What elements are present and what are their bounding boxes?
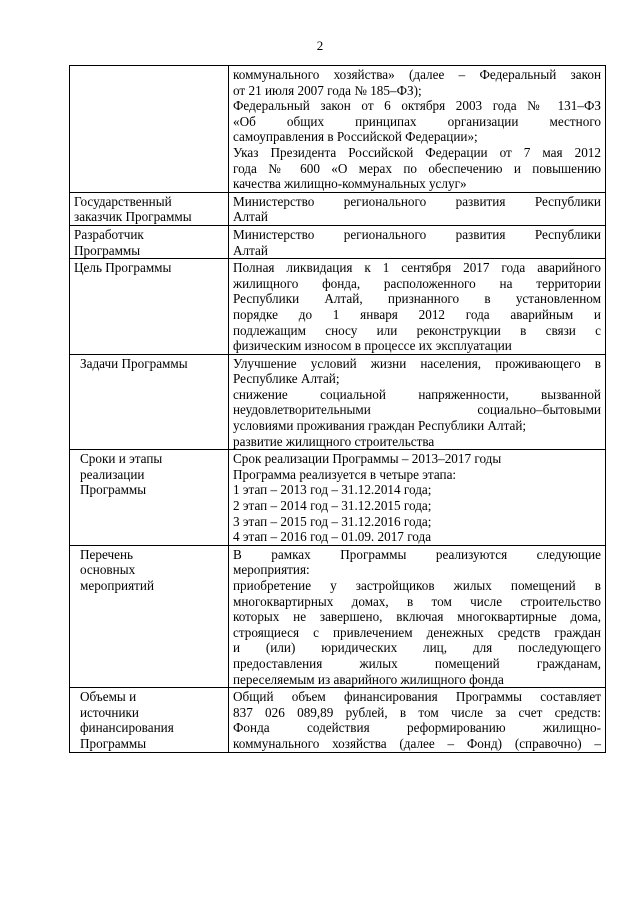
row-content-line: порядке до 1 января 2012 года аварийным и (233, 306, 601, 322)
row-label-line: финансирования (80, 720, 174, 736)
row-content-cell (229, 66, 606, 193)
row-label-cell (70, 545, 229, 687)
row-content-cell (229, 688, 606, 752)
row-label-cell (70, 259, 229, 355)
row-label-line: Цель Программы (74, 260, 172, 276)
table-row (70, 192, 606, 225)
table-row (70, 225, 606, 258)
row-content-line: В рамках Программы реализуются следующие (233, 546, 601, 562)
row-content-line: Общий объем финансирования Программы составляет (233, 689, 601, 705)
page-number: 2 (316, 38, 324, 53)
row-content-cell (229, 354, 606, 450)
row-content-line: Федеральный закон от 6 октября 2003 года № 131–ФЗ (233, 98, 601, 114)
row-label-cell (70, 450, 229, 546)
row-content-line: Министерство регионального развития Республики (233, 226, 601, 242)
row-content-line: мероприятия: (233, 562, 310, 578)
row-label-cell (70, 688, 229, 752)
row-label-cell (70, 225, 229, 258)
table-row (70, 259, 606, 355)
table-row (70, 450, 606, 546)
row-content-line: Алтай (233, 209, 268, 225)
row-label-line: основных (80, 562, 136, 578)
row-content-line: условиями проживания граждан Республики Алтай; (233, 418, 527, 434)
row-content-cell (229, 545, 606, 687)
row-content-line: коммунального хозяйства» (далее – Федеральный закон (233, 67, 601, 82)
row-content-line: Улучшение условий жизни населения, проживающего в (233, 355, 601, 371)
row-label-line: источники (80, 704, 139, 720)
row-label-line: мероприятий (80, 578, 155, 593)
row-label-cell (70, 192, 229, 225)
row-content-cell (229, 450, 606, 546)
row-content-line: Министерство регионального развития Республики (233, 193, 601, 209)
row-content-line: 837 026 089,89 рублей, в том числе за счет средств: (233, 704, 601, 720)
row-content-line: 1 этап – 2013 год – 31.12.2014 года; (233, 482, 432, 498)
row-content-line: снижение социальной напряженности, вызванной (233, 386, 601, 402)
row-content-line: переселяемым из аварийного жилищного фонда (233, 671, 504, 687)
row-label-line: Задачи Программы (80, 355, 188, 371)
row-content-line: года № 600 «О мерах по обеспечению и повышению (233, 160, 601, 176)
row-content-cell (229, 192, 606, 225)
row-label-line: Сроки и этапы (80, 451, 163, 467)
row-content-line: подлежащим сносу или реконструкции в связи с (233, 322, 601, 338)
row-content-line: многоквартирных домах, в том числе строительство (233, 593, 601, 609)
row-content-line: Республике Алтай; (233, 371, 340, 387)
row-content-line: жилищного фонда, расположенного на территории (233, 275, 601, 291)
row-content-line: строящиеся с привлечением денежных средств граждан (233, 624, 601, 640)
row-content-line: физическим износом в процессе их эксплуатации (233, 338, 512, 354)
table-row (70, 545, 606, 687)
row-content-line: самоуправления в Российской Федерации»; (233, 129, 478, 145)
row-content-line: приобретение у застройщиков жилых помещений в (233, 578, 601, 593)
row-content-cell (229, 225, 606, 258)
row-content-cell (229, 259, 606, 355)
row-label-line: Программы (74, 242, 141, 258)
row-label-line: Программы (80, 482, 147, 498)
row-label-line: Перечень (80, 546, 134, 562)
row-content-line: которых не завершено, включая многоквартирные дома, (233, 609, 601, 625)
row-content-line: Срок реализации Программы – 2013–2017 годы (233, 451, 502, 467)
row-content-line: коммунального хозяйства (далее – Фонд) (справочно) – (233, 735, 601, 751)
row-content-line: качества жилищно-коммунальных услуг» (233, 176, 467, 192)
table-row (70, 688, 606, 752)
row-content-line: предоставления жилых помещений гражданам, (233, 655, 601, 671)
row-content-line: неудовлетворительными социально–бытовыми (233, 402, 601, 418)
row-content-line: Полная ликвидация к 1 сентября 2017 года аварийного (233, 260, 601, 276)
row-label-line: Государственный (74, 193, 172, 209)
row-content-line: Республики Алтай, признанного в установленном (233, 291, 601, 307)
table-row (70, 66, 606, 193)
row-content-line: Программа реализуется в четыре этапа: (233, 466, 457, 482)
row-label-line: Разработчик (74, 226, 144, 242)
row-content-line: 4 этап – 2016 год – 01.09. 2017 года (233, 529, 432, 545)
program-passport-table (69, 65, 606, 753)
row-label-cell (70, 354, 229, 450)
row-content-line: и (или) юридических лиц, для последующего (233, 640, 601, 656)
row-content-line: развитие жилищного строительства (233, 433, 435, 449)
row-content-line: Фонда содействия реформированию жилищно- (233, 720, 601, 736)
row-content-line: «Об общих принципах организации местного (233, 113, 601, 129)
row-content-line: 2 этап – 2014 год – 31.12.2015 года; (233, 498, 432, 514)
row-label-line: заказчик Программы (74, 209, 192, 225)
table-row (70, 354, 606, 450)
row-content-line: Алтай (233, 242, 268, 258)
row-label-line: Программы (80, 735, 147, 751)
row-content-line: от 21 июля 2007 года № 185–ФЗ); (233, 82, 422, 98)
row-content-line: 3 этап – 2015 год – 31.12.2016 года; (233, 513, 432, 529)
row-label-line: реализации (80, 466, 145, 482)
row-content-line: Указ Президента Российской Федерации от 7 мая 2012 (233, 144, 601, 160)
row-label-cell (70, 66, 229, 193)
row-label-line: Объемы и (80, 689, 137, 705)
